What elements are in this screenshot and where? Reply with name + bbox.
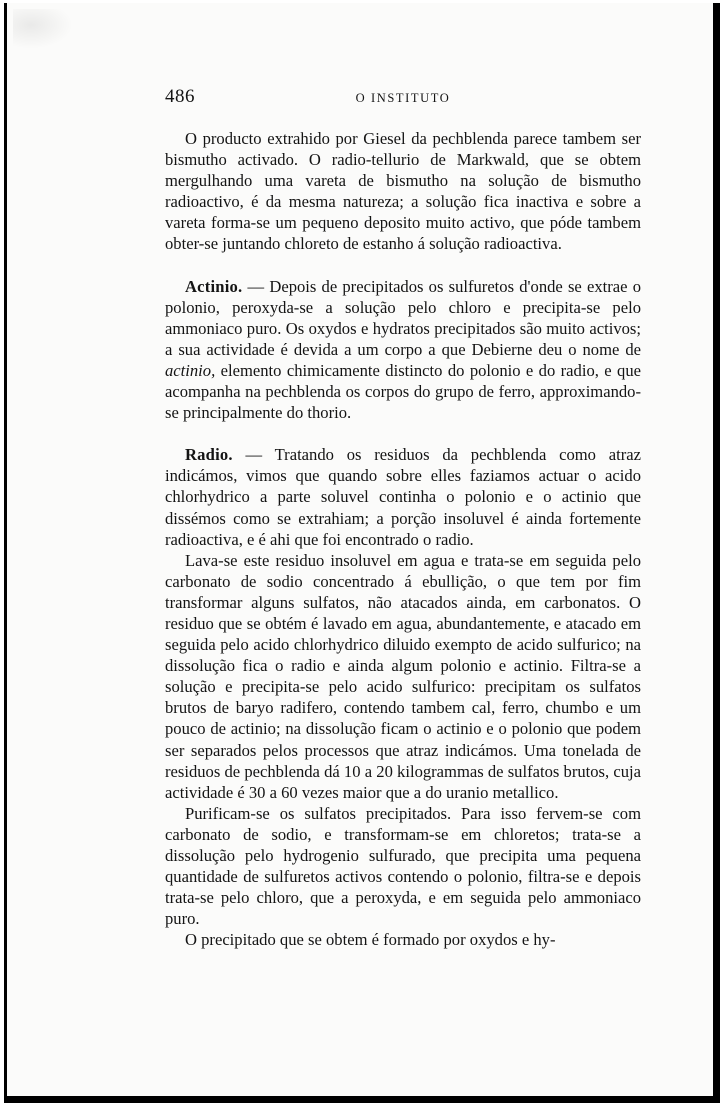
radio-text: — Tratando os residuos da pechblenda como atraz indicámos, vimos que quando sobre elles faziamos actuar o acido chlorhydrico a parte soluvel continha o polonio e o actinio que dissémos como se extrahiam; a porção insoluvel é ainda fortemente radioactiva, e é ahi que foi encontrado o radio. [165, 445, 641, 549]
paragraph-precipitado: O precipitado que se obtem é formado por oxydos e hy- [185, 930, 556, 950]
section-spacer [165, 255, 641, 276]
paragraph-purificacao: Purificam-se os sulfatos precipitados. Para isso fervem-se com carbonato de sodio, e transformam-se em chloretos; trata-se a dissolução pelo hydrogenio sulfurado, que precipita uma pequena quantidade de sulfuretos activos contendo o polonio, filtra-se e depois trata-se pelo chloro, que a peroxyda, e em seguida pelo ammoniaco puro. [165, 803, 641, 929]
section-spacer [165, 423, 641, 444]
paragraph-lavagem: Lava-se este residuo insoluvel em agua e trata-se em seguida pelo carbonato de sodio concentrado á ebullição, o que tem por fim transformar alguns sulfatos, não atacados ainda, em carbonatos. O residuo que se obtém é lavado em agua, abundantemente, e atacado em seguida pelo acido chlorhydrico diluido exempto de acido sulfurico; na dissolução fica o radio e ainda algum polonio e actinio. Filtra-se a solução e precipita-se pelo acido sulfurico: precipitam os sulfatos brutos de baryo radifero, contendo tambem cal, ferro, chumbo e um pouco de actinio; na dissolução ficam o actinio e o polonio que podem ser separados pelos processos que atraz indicámos. Uma tonelada de residuos de pechblenda dá 10 a 20 kilogrammas de sulfatos brutos, cuja actividade é 30 a 60 vezes maior que a do uranio metallico. [165, 550, 641, 802]
actinio-italic-term: actinio, [165, 360, 216, 380]
actinio-text-b: elemento chimicamente distincto do polonio e do radio, e que acompanha na pechblenda os corpos do grupo de ferro, approximando-se principalmente do thorio. [165, 360, 641, 423]
actinio-text-a: — Depois de precipitados os sulfuretos d'onde se extrae o polonio, peroxyda-se a solução pelo chloro e precipita-se pelo ammoniaco puro. Os oxydos e hydratos precipitados são muito activos; a sua actividade é devida a um corpo a que Debierne deu o nome de [165, 276, 641, 359]
page-body [165, 128, 641, 950]
running-head: O INSTITUTO [355, 91, 451, 105]
paragraph-actinio [165, 276, 641, 424]
paragraph-radio [165, 444, 641, 549]
page-header [165, 86, 641, 112]
page-number: 486 [165, 86, 195, 107]
section-heading-radio: Radio. [185, 445, 233, 465]
section-heading-actinio: Actinio. [185, 276, 243, 296]
paragraph-giesel: O producto extrahido por Giesel da pechblenda parece tambem ser bismutho activado. O radio-tellurio de Markwald, que se obtem mergulhando uma vareta de bismutho na solução de bismutho radioactivo, é da mesma natureza; a solução fica inactiva e sobre a vareta forma-se um pequeno deposito muito activo, que póde tambem obter-se juntando chloreto de estanho á solução radioactiva. [165, 129, 641, 254]
